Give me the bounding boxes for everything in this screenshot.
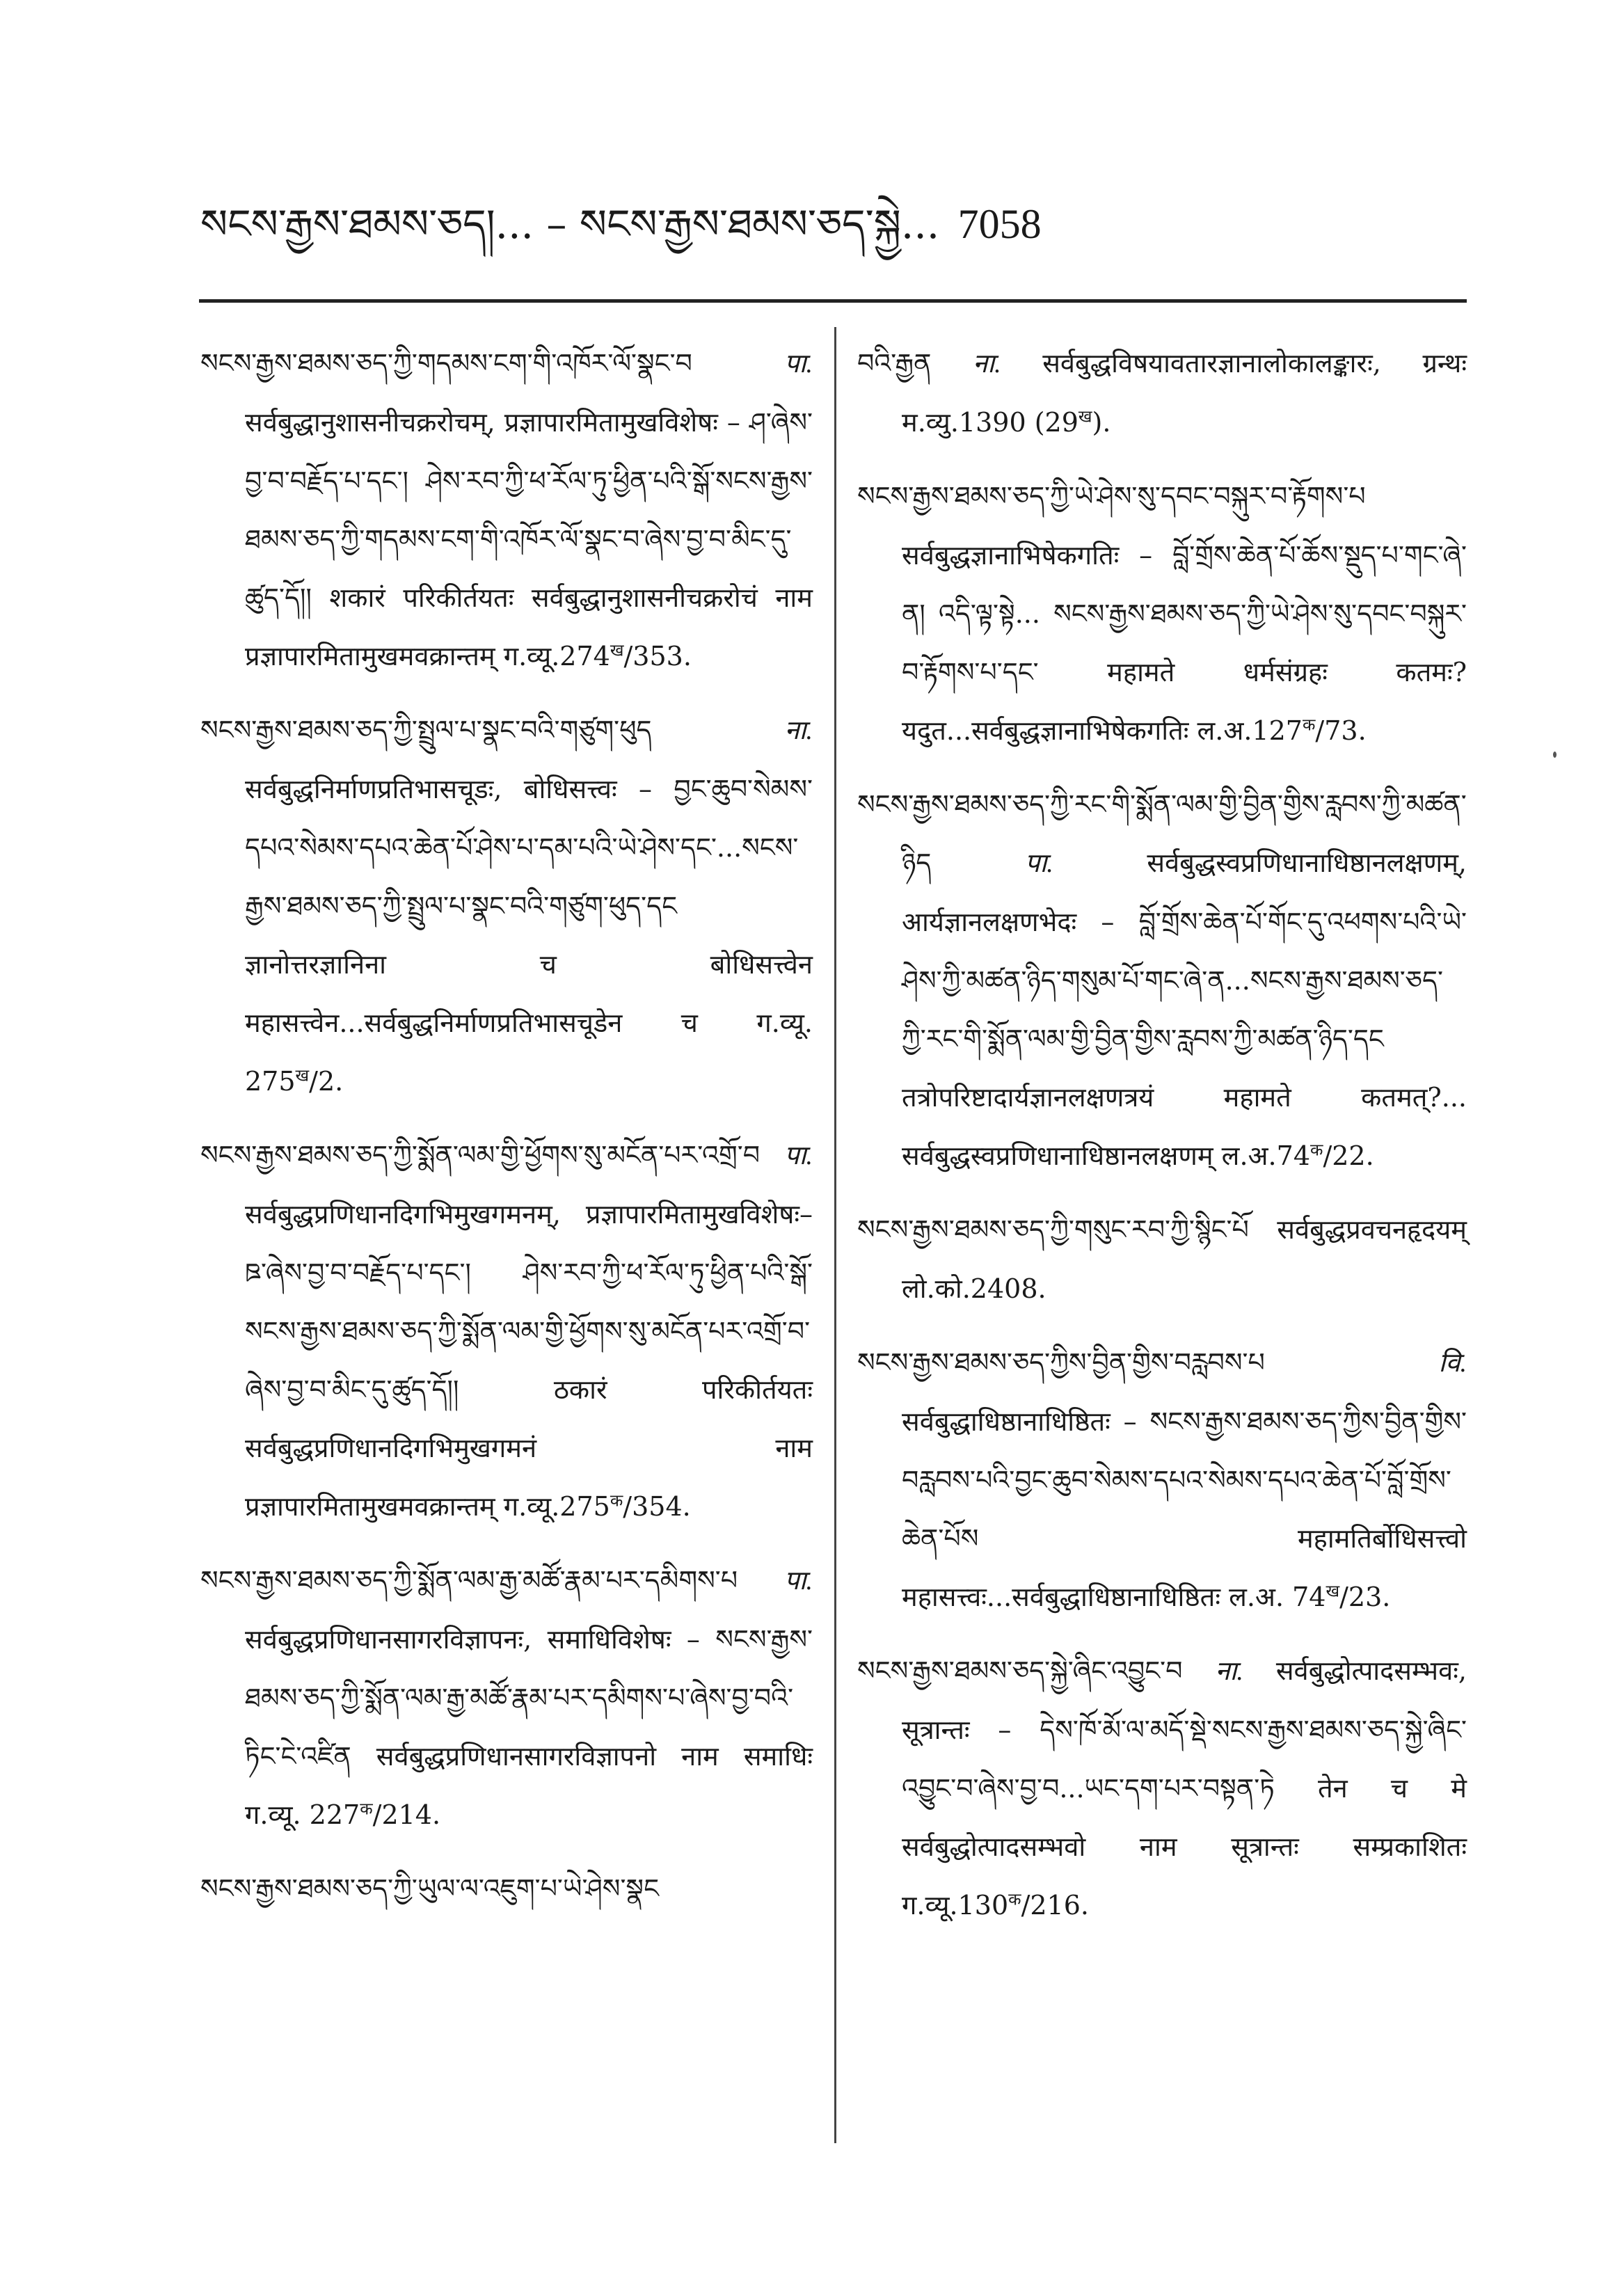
reference-superscript: क — [610, 1490, 623, 1511]
reference-tail: ). — [1092, 407, 1111, 438]
running-header — [200, 196, 1042, 252]
reference-tail: /22. — [1323, 1140, 1374, 1171]
entry-body: सर्वबुद्धाधिष्ठानाधिष्ठितः – སངས་རྒྱས་ཐམས་ཅད་ཀྱིས་བྱིན་གྱིས་བརླབས་པའི་བྱང་ཆུབ་སེམས་དཔའ་སེམས་དཔའ་ཆེན་པོ་བློ་གྲོས་ཆེན་པོས महामतिर्बोधिसत्त्वो महासत्त्वः...सर्वबुद्धाधिष्ठानाधिष्ठितः ल.अ. 74 — [902, 1406, 1467, 1612]
reference-superscript: क — [360, 1799, 373, 1819]
dictionary-entry — [200, 1126, 813, 1536]
entry-body: सर्वबुद्धप्रवचनहृदयम् लो.को.2408. — [902, 1214, 1467, 1304]
running-head-text: སངས་རྒྱས་ཐམས་ཅད།... – སངས་རྒྱས་ཐམས་ཅད་སྐྱེ... — [200, 200, 953, 248]
entry-headword: སངས་རྒྱས་ཐམས་ཅད་ཀྱི་ཡེ་ཤེས་སུ་དབང་བསྐུར་བ་རྟོགས་པ — [857, 481, 1366, 511]
reference-superscript: क — [1008, 1889, 1021, 1909]
entry-headword: སངས་རྒྱས་ཐམས་ཅད་ཀྱི་སྨོན་ལམ་རྒྱ་མཚོ་རྣམ་པར་དམིགས་པ — [200, 1565, 738, 1596]
entry-body: सर्वबुद्धानुशासनीचक्ररोचम्, प्रज्ञापारमितामुखविशेषः – ཤ་ཞེས་བྱ་བ་བརྗོད་པ་དང་། ཤེས་རབ་ཀྱི་ཕ་རོལ་ཏུ་ཕྱིན་པའི་སྒོ་སངས་རྒྱས་ཐམས་ཅད་ཀྱི་གདམས་ངག་གི་འཁོར་ལོ་སྣང་བ་ཞེས་བྱ་བ་མིང་དུ་ཚུད་དོ།། शकारं परिकीर्तयतः सर्वबुद्धानुशासनीचक्ररोचं नाम प्रज्ञापारमितामुखमवक्रान्तम् ग.व्यू.274 — [245, 407, 813, 671]
entry-body: सर्वबुद्धज्ञानाभिषेकगतिः – བློ་གྲོས་ཆེན་པོ་ཆོས་སྡུད་པ་གང་ཞེ་ན། འདི་ལྟ་སྟེ... སངས་རྒྱས་ཐམས་ཅད་ཀྱི་ཡེ་ཤེས་སུ་དབང་བསྐུར་བ་རྟོགས་པ་དང་ महामते धर्मसंग्रहः कतमः? यदुत...सर्वबुद्धज्ञानाभिषेकगतिः ल.अ.127 — [902, 540, 1467, 746]
dictionary-entry — [857, 775, 1467, 1185]
reference-superscript: ख — [610, 640, 624, 660]
right-column — [857, 334, 1467, 1950]
dictionary-entry — [200, 1859, 813, 1918]
dictionary-entry — [857, 467, 1467, 760]
entry-headword: སངས་རྒྱས་ཐམས་ཅད་ཀྱི་གདམས་ངག་གི་འཁོར་ལོ་སྣང་བ — [200, 348, 692, 379]
dictionary-entry — [857, 1200, 1467, 1318]
entry-body: सर्वबुद्धोत्पादसम्भवः, सूत्रान्तः – དེས་ཁོ་མོ་ལ་མདོ་སྡེ་སངས་རྒྱས་ཐམས་ཅད་སྐྱེ་ཞིང་འབྱུང་བ་ཞེས་བྱ་བ...ཡང་དག་པར་བསྟན་ཏེ तेन च मे सर्वबुद्धोत्पादसम्भवो नाम सूत्रान्तः सम्प्रकाशितः ग.व्यू.130 — [902, 1655, 1467, 1921]
entry-headword: སངས་རྒྱས་ཐམས་ཅད་ཀྱིས་བྱིན་གྱིས་བརླབས་པ — [857, 1347, 1265, 1378]
reference-tail: /354. — [623, 1491, 691, 1522]
reference-tail: /214. — [372, 1799, 441, 1830]
entry-body: सर्वबुद्धनिर्माणप्रतिभासचूडः, बोधिसत्त्वः – བྱང་ཆུབ་སེམས་དཔའ་སེམས་དཔའ་ཆེན་པོ་ཤེས་པ་དམ་པའི་ཡེ་ཤེས་དང་...སངས་རྒྱས་ཐམས་ཅད་ཀྱི་སྤྲུལ་པ་སྣང་བའི་གཙུག་ཕུད་དང ज्ञानोत्तरज्ञानिना च बोधिसत्त्वेन महासत्त्वेन...सर्वबुद्धनिर्माणप्रतिभासचूडेन च ग.व्यू. 275 — [245, 774, 813, 1097]
reference-tail: /23. — [1339, 1582, 1391, 1612]
entry-headword: སངས་རྒྱས་ཐམས་ཅད་སྐྱེ་ཞིང་འབྱུང་བ — [857, 1655, 1183, 1686]
reference-superscript: क — [1310, 1140, 1323, 1160]
grammar-label: पा. — [784, 1141, 813, 1170]
dictionary-entry — [857, 1333, 1467, 1626]
entry-body: सर्वबुद्धस्वप्रणिधानाधिष्ठानलक्षणम्, आर्यज्ञानलक्षणभेदः – བློ་གྲོས་ཆེན་པོ་གོང་དུ་འཕགས་པའི་ཡེ་ཤེས་ཀྱི་མཚན་ཉིད་གསུམ་པོ་གང་ཞེ་ན...སངས་རྒྱས་ཐམས་ཅད་ཀྱི་རང་གི་སྨོན་ལམ་གྱི་བྱིན་གྱིས་རླབས་ཀྱི་མཚན་ཉིད་དང तत्रोपरिष्टादार्यज्ञानलक्षणत्रयं महामते कतमत्?... सर्वबुद्धस्वप्रणिधानाधिष्ठानलक्षणम् ल.अ.74 — [902, 848, 1467, 1171]
scan-speck — [1553, 752, 1557, 758]
column-divider — [834, 327, 836, 2143]
reference-tail: /73. — [1315, 715, 1367, 746]
reference-superscript: ख — [295, 1065, 310, 1086]
entry-headword: སངས་རྒྱས་ཐམས་ཅད་ཀྱི་ཡུལ་ལ་འཇུག་པ་ཡེ་ཤེས་སྣང — [200, 1873, 659, 1904]
page-number: 7058 — [957, 201, 1042, 247]
grammar-label: वि. — [1438, 1349, 1467, 1378]
grammar-label: ना. — [1215, 1657, 1243, 1686]
entry-headword: སངས་རྒྱས་ཐམས་ཅད་ཀྱི་གསུང་རབ་ཀྱི་སྙིང་པོ — [857, 1214, 1249, 1245]
reference-tail: /2. — [309, 1066, 344, 1097]
reference-tail: /216. — [1021, 1890, 1089, 1921]
grammar-label: पा. — [784, 1566, 813, 1596]
entry-headword: སངས་རྒྱས་ཐམས་ཅད་ཀྱི་སྨོན་ལམ་གྱི་ཕྱོགས་སུ་མངོན་པར་འགྲོ་བ — [200, 1140, 761, 1170]
grammar-label: ना. — [973, 349, 1001, 379]
reference-superscript: क — [1302, 715, 1316, 735]
grammar-label: पा. — [1024, 849, 1053, 878]
reference-superscript: ख — [1078, 406, 1092, 427]
reference-tail: /353. — [623, 641, 692, 671]
entry-headword: བའི་རྒྱན — [857, 348, 932, 379]
dictionary-entry — [857, 1641, 1467, 1934]
header-rule — [199, 299, 1467, 303]
entry-body: सर्वबुद्धप्रणिधानसागरविज्ञापनः, समाधिविशेषः – སངས་རྒྱས་ཐམས་ཅད་ཀྱི་སྨོན་ལམ་རྒྱ་མཚོ་རྣམ་པར་དམིགས་པ་ཞེས་བྱ་བའི་ཏིང་ངེ་འཛིན सर्वबुद्धप्रणिधानसागरविज्ञापनो नाम समाधिः ग.व्यू. 227 — [245, 1624, 813, 1830]
left-column — [200, 334, 813, 1934]
entry-body: सर्वबुद्धविषयावतारज्ञानालोकालङ्कारः, ग्रन्थः म.व्यु.1390 (29 — [902, 348, 1467, 438]
dictionary-entry — [857, 334, 1467, 452]
grammar-label: ना. — [784, 716, 813, 745]
dictionary-entry — [200, 701, 813, 1111]
dictionary-entry — [200, 334, 813, 685]
dictionary-entry — [200, 1551, 813, 1844]
entry-body: सर्वबुद्धप्रणिधानदिगभिमुखगमनम्, प्रज्ञापारमितामुखविशेषः– ཋ་ཞེས་བྱ་བ་བརྗོད་པ་དང་། ཤེས་རབ་ཀྱི་ཕ་རོལ་ཏུ་ཕྱིན་པའི་སྒོ་སངས་རྒྱས་ཐམས་ཅད་ཀྱི་སྨོན་ལམ་གྱི་ཕྱོགས་སུ་མངོན་པར་འགྲོ་བ་ཞེས་བྱ་བ་མིང་དུ་ཚུད་དོ།། ठकारं परिकीर्तयतः सर्वबुद्धप्रणिधानदिगभिमुखगमनं नाम प्रज्ञापारमितामुखमवक्रान्तम् ग.व्यू.275 — [245, 1199, 813, 1522]
reference-superscript: ख — [1326, 1581, 1340, 1601]
entry-headword: སངས་རྒྱས་ཐམས་ཅད་ཀྱི་རང་གི་སྨོན་ལམ་གྱི་བྱིན་གྱིས་རླབས་ཀྱི་མཚན་ཉིད — [857, 789, 1467, 878]
entry-headword: སངས་རྒྱས་ཐམས་ཅད་ཀྱི་སྤྲུལ་པ་སྣང་བའི་གཙུག་ཕུད — [200, 715, 652, 745]
grammar-label: पा. — [784, 349, 813, 379]
